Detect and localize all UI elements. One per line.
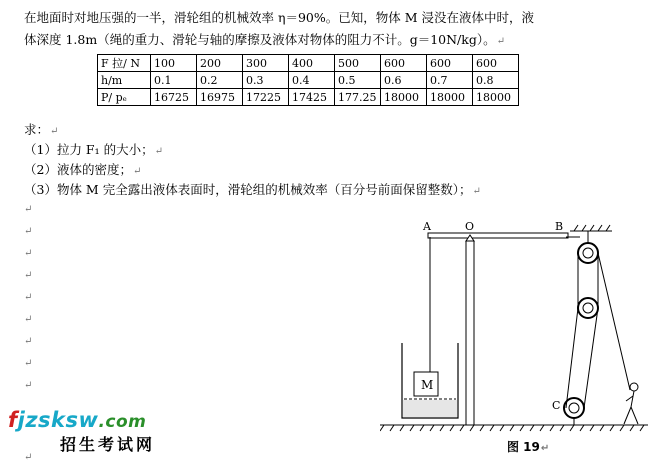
paragraph-mark-icon: ↵: [24, 248, 33, 259]
site-logo: [8, 408, 146, 432]
middle-pulley: [578, 298, 598, 318]
question-3: （3）物体 M 完全露出液体表面时，滑轮组的机械效率（百分号前面保留整数）；↵: [24, 182, 481, 197]
table-cell: 0.7: [427, 72, 473, 89]
problem-line-2: 体深度 1.8m（绳的重力、滑轮与轴的摩擦及液体对物体的阻力不计。g＝10N/kg）。↵: [24, 32, 505, 47]
question-1: （1）拉力 F₁ 的大小；↵: [24, 142, 163, 157]
label-b: B: [555, 220, 564, 233]
row-header-depth: h/m: [98, 72, 151, 89]
paragraph-mark-icon: ↵: [24, 226, 33, 237]
paragraph-mark-icon: ↵: [24, 270, 33, 281]
top-pulley: [578, 243, 598, 263]
table-cell: 16975: [197, 89, 243, 106]
paragraph-mark-icon: ↵: [24, 292, 33, 303]
logo-domain: .com: [98, 412, 147, 432]
table-cell: 18000: [473, 89, 519, 106]
table-row-pressure: [98, 89, 519, 106]
paragraph-mark-icon: ↵: [24, 336, 33, 347]
table-cell: 18000: [381, 89, 427, 106]
table-cell: 600: [473, 55, 519, 72]
figure-caption: 图 19↵: [507, 440, 550, 454]
label-m: M: [421, 378, 434, 392]
table-cell: 0.2: [197, 72, 243, 89]
label-c: C: [552, 399, 561, 412]
data-table: [97, 54, 519, 106]
label-o: O: [465, 220, 475, 233]
table-cell: 16725: [151, 89, 197, 106]
site-logo-subtitle: 招生考试网: [60, 435, 156, 454]
table-cell: 200: [197, 55, 243, 72]
table-cell: 600: [381, 55, 427, 72]
label-a: A: [423, 220, 431, 233]
paragraph-mark-icon: ↵: [24, 358, 33, 369]
table-cell: 500: [335, 55, 381, 72]
table-cell: 18000: [427, 89, 473, 106]
table-cell: 0.8: [473, 72, 519, 89]
table-cell: 0.6: [381, 72, 427, 89]
table-cell: 0.4: [289, 72, 335, 89]
pulley-diagram: [380, 215, 650, 435]
pull-rope: [598, 253, 630, 390]
rope-segment: [584, 308, 598, 408]
logo-text: jzsksw: [17, 408, 99, 432]
table-cell: 100: [151, 55, 197, 72]
problem-line-1: 在地面时对地压强的一半，滑轮组的机械效率 η＝90%。已知，物体 M 浸没在液体中时，液: [24, 10, 534, 25]
table-cell: 600: [427, 55, 473, 72]
table-cell: 17425: [289, 89, 335, 106]
paragraph-mark-icon: ↵: [50, 126, 59, 137]
paragraph-mark-icon: ↵: [24, 452, 33, 463]
paragraph-mark-icon: ↵: [132, 166, 142, 177]
table-cell: 400: [289, 55, 335, 72]
logo-letter-f: f: [8, 408, 18, 432]
paragraph-mark-icon: ↵: [540, 443, 550, 454]
row-header-force: F 拉/ N: [98, 55, 151, 72]
paragraph-mark-icon: ↵: [24, 204, 33, 215]
rope-segment: [566, 308, 578, 408]
ground: [380, 425, 648, 431]
liquid: [403, 400, 457, 417]
paragraph-mark-icon: ↵: [472, 186, 481, 197]
paragraph-mark-icon: ↵: [496, 36, 505, 47]
table-cell: 0.3: [243, 72, 289, 89]
paragraph-mark-icon: ↵: [154, 146, 163, 157]
table-cell: 0.5: [335, 72, 381, 89]
table-cell: 300: [243, 55, 289, 72]
person-icon: [624, 383, 638, 424]
table-cell: 0.1: [151, 72, 197, 89]
table-row-depth: [98, 72, 519, 89]
row-header-pressure: P/ pₑ: [98, 89, 151, 106]
table-cell: 177.25: [335, 89, 381, 106]
ceiling: [570, 225, 612, 231]
lever-beam: [428, 233, 568, 238]
paragraph-mark-icon: ↵: [24, 380, 33, 391]
table-cell: 17225: [243, 89, 289, 106]
support-column: [466, 241, 474, 425]
paragraph-mark-icon: ↵: [24, 314, 33, 325]
table-row-force: [98, 55, 519, 72]
question-2: （2）液体的密度；↵: [24, 162, 142, 177]
ask-heading: 求：↵: [24, 122, 59, 137]
